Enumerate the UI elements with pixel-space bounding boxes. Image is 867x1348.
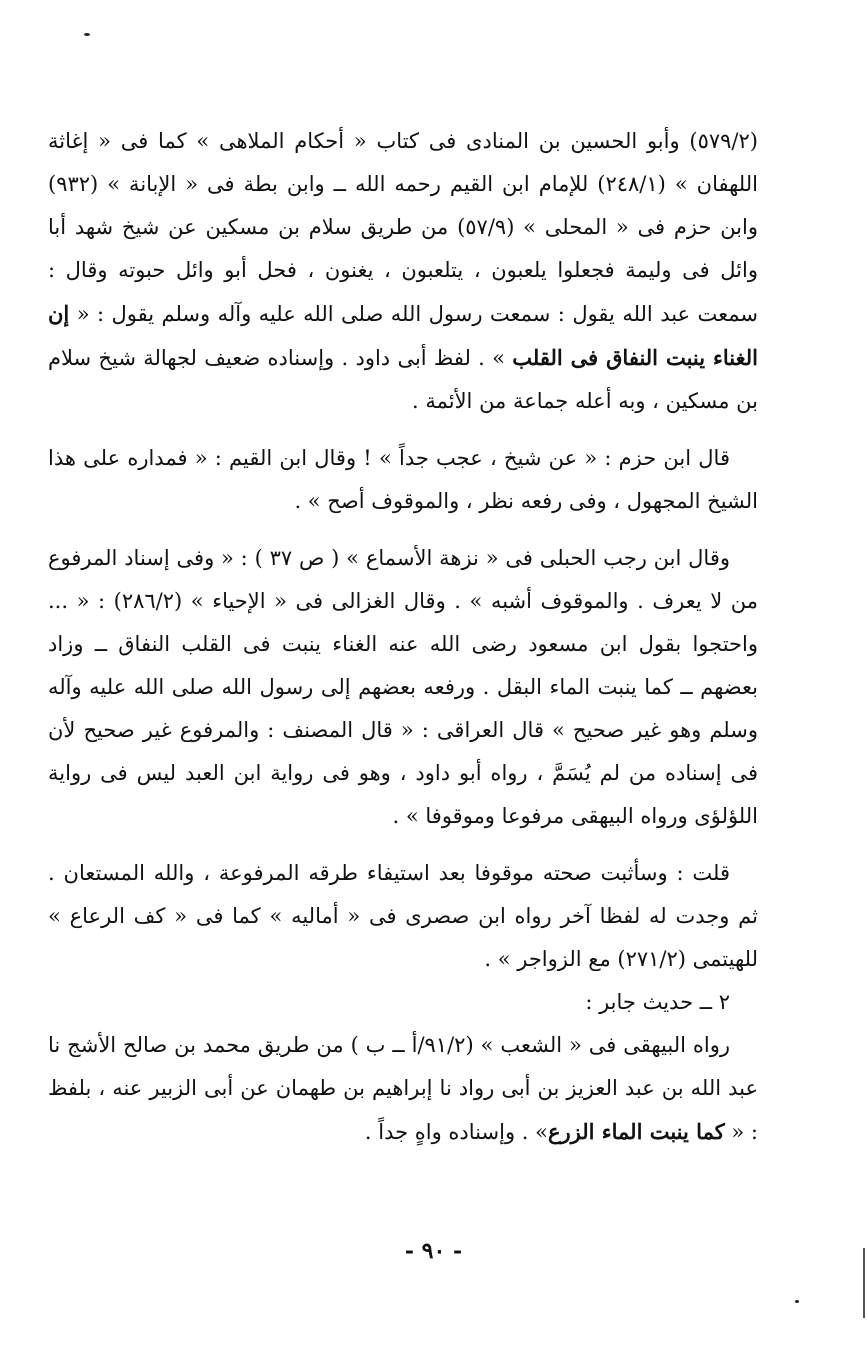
paragraph-ibn-hazm: قال ابن حزم : « عن شيخ ، عجب جداً » ! وقال ابن القيم : « فمداره على هذا الشيخ المجهول ، وفى رفعه نظر ، والموقوف أصح » .	[48, 446, 758, 513]
paragraph-author-note: قلت : وسأثبت صحته موقوفا بعد استيفاء طرقه المرفوعة ، والله المستعان . ثم وجدت له لفظا آخر رواه ابن صصرى فى « أماليه » كما فى « كف الرعاع » للهيتمى (٢٧١/٢) مع الزواجر » .	[48, 861, 758, 971]
main-text	[48, 120, 758, 1154]
scan-speck	[84, 33, 90, 36]
paragraph-jabir-takhrij	[48, 1024, 758, 1154]
section-heading-jabir: ٢ ــ حديث جابر :	[585, 990, 730, 1014]
paragraph-hadith-takhrij	[48, 120, 758, 423]
scan-edge-mark	[863, 1248, 865, 1318]
paragraph-ibn-rajab: وقال ابن رجب الحبلى فى « نزهة الأسماع » ( ص ٣٧ ) : « وفى إسناد المرفوع من لا يعرف . والموقوف أشبه » . وقال الغزالى فى « الإحياء » (٢٨٦/٢) : « ... واحتجوا بقول ابن مسعود رضى الله عنه الغناء ينبت فى القلب النفاق ــ وزاد بعضهم ــ كما ينبت الماء البقل . ورفعه بعضهم إلى رسول الله صلى الله عليه وآله وسلم وهو غير صحيح » قال العراقى : « قال المصنف : والمرفوع غير صحيح لأن فى إسناده من لم يُسَمَّ ، رواه أبو داود ، وهو فى رواية ابن العبد ليس فى رواية اللؤلؤى ورواه البيهقى مرفوعا وموقوفا » .	[48, 546, 758, 828]
paragraph-text: (٥٧٩/٢) وأبو الحسين بن المنادى فى كتاب « أحكام الملاهى » كما فى « إغاثة اللهفان » (٢٤٨/١) للإمام ابن القيم رحمه الله ــ وابن بطة فى « الإبانة » (٩٣٢) وابن حزم فى « المحلى » (٥٧/٩) من طريق سلام بن مسكين عن شيخ شهد أبا وائل فى وليمة فجعلوا يلعبون ، يتلعبون ، يغنون ، فحل أبو وائل حبوته وقال : سمعت عبد الله يقول : سمعت رسول الله صلى الله عليه وآله وسلم يقول : «	[48, 129, 759, 326]
hadith-quote-bold: إن الغناء ينبت النفاق فى القلب	[48, 301, 758, 370]
hadith-quote-bold: كما ينبت الماء الزرع	[547, 1119, 725, 1144]
page-number: - ٩٠ -	[404, 1238, 463, 1264]
paragraph-text: » . وإسناده واهٍ جداً .	[364, 1120, 548, 1144]
paragraph-text: » . لفظ أبى داود . وإسناده ضعيف لجهالة شيخ سلام بن مسكين ، وبه أعله جماعة من الأئمة .	[48, 346, 758, 413]
scan-speck	[795, 1300, 799, 1303]
paragraph-text: رواه البيهقى فى « الشعب » (٩١/٢/أ ــ ب ) من طريق محمد بن صالح الأشج نا عبد الله بن عبد العزيز بن أبى رواد نا إبراهيم بن طهمان عن أبى الزبير عنه ، بلفظ : «	[48, 1033, 758, 1144]
